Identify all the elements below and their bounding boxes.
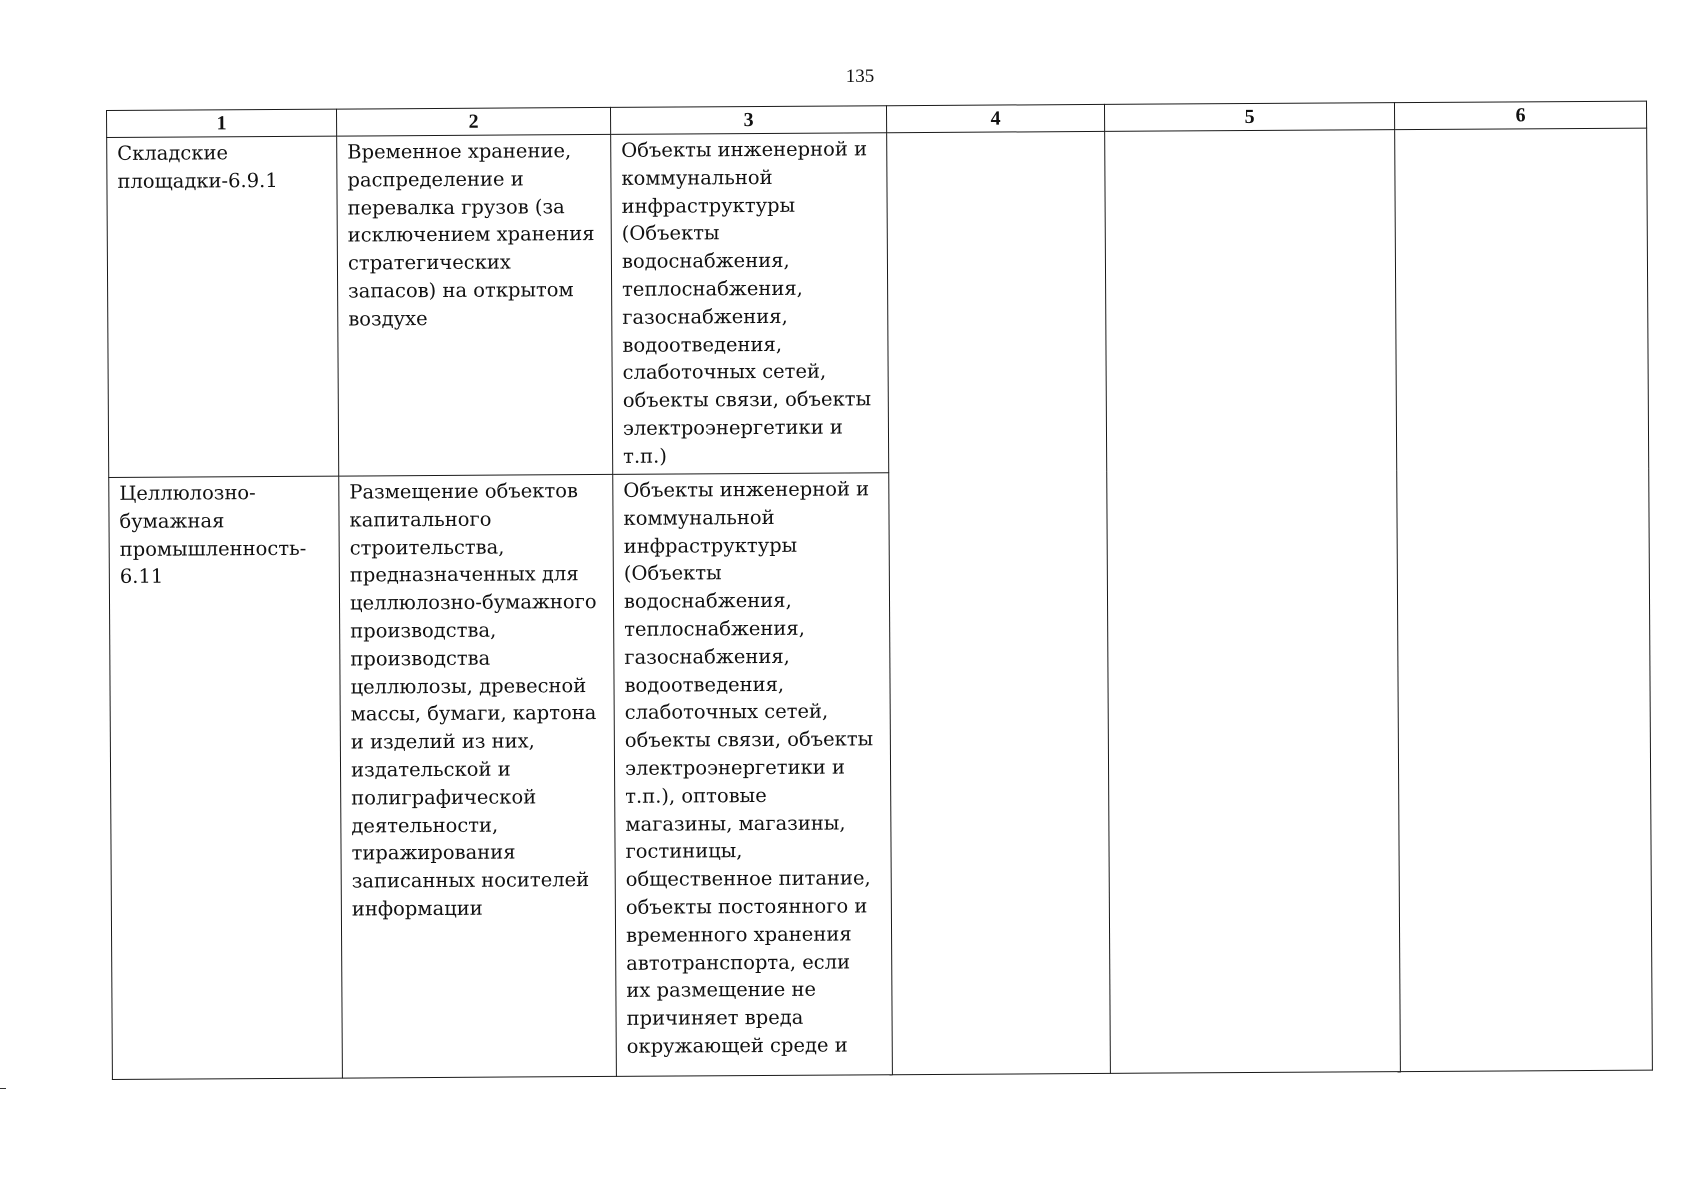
column-4-cell bbox=[887, 131, 1111, 1074]
description-cell: Временное хранение, распределение и перевалка грузов (за исключением хранения стратегических запасов) на открытом воздухе bbox=[337, 134, 613, 476]
table-row bbox=[107, 128, 1649, 477]
land-use-type-cell: Складские площадки-6.9.1 bbox=[107, 136, 339, 477]
column-header-6: 6 bbox=[1394, 101, 1646, 130]
permitted-objects-cell: Объекты инженерной и коммунальной инфраструктуры (Объекты водоснабжения, теплоснабжения, газоснабжения, водоотведения, слаботочных сетей, объекты связи, объекты электроэнергетики и т.п.), оптовые магазины, магазины, гостиницы, общественное питание, объекты постоянного и временного хранения автотранспорта, если их размещение не причиняет вреда окружающей среде и bbox=[613, 473, 893, 1077]
column-header-2: 2 bbox=[336, 107, 610, 136]
column-header-4: 4 bbox=[886, 104, 1104, 132]
column-6-cell bbox=[1395, 128, 1653, 1072]
column-header-5: 5 bbox=[1104, 103, 1394, 132]
page-number: 135 bbox=[845, 66, 875, 87]
scan-edge-mark bbox=[0, 1088, 6, 1089]
land-use-type-cell: Целлюлозно- бумажная промышленность- 6.11 bbox=[109, 476, 343, 1079]
description-cell: Размещение объектов капитального строительства, предназначенных для целлюлозно-бумажного производства, производства целлюлозы, древесной массы, бумаги, картона и изделий из них, издательской и полиграфической деятельности, тиражирования записанных носителей информации bbox=[339, 474, 617, 1078]
column-header-3: 3 bbox=[610, 106, 886, 135]
column-header-1: 1 bbox=[107, 109, 337, 137]
column-5-cell bbox=[1105, 130, 1401, 1074]
permitted-objects-cell: Объекты инженерной и коммунальной инфраструктуры (Объекты водоснабжения, теплоснабжения, газоснабжения, водоотведения, слаботочных сетей, объекты связи, объекты электроэнергетики и т.п.) bbox=[611, 133, 889, 475]
land-use-table bbox=[106, 101, 1653, 1080]
